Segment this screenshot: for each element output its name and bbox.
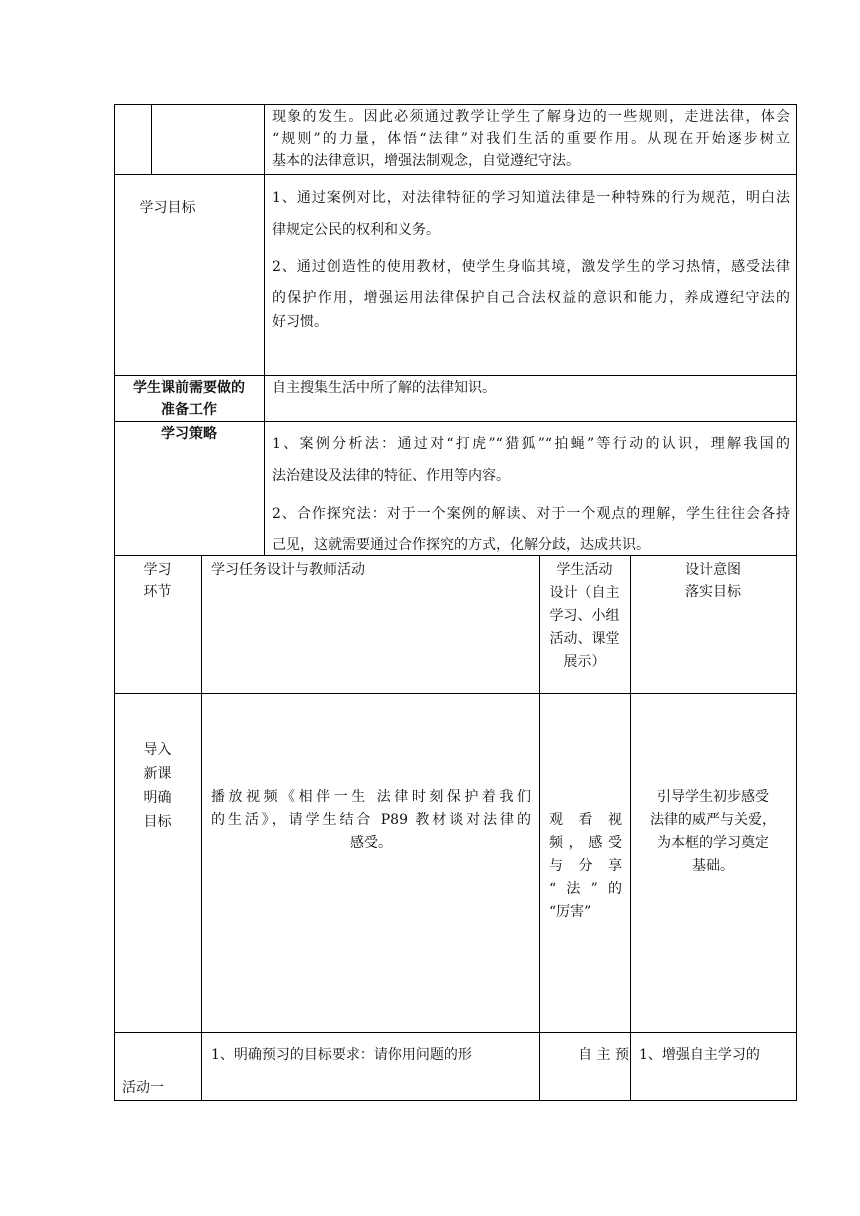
rule xyxy=(114,1100,797,1101)
intro-student-line: 频，感受 xyxy=(549,835,622,851)
intro-student-line: “厉害” xyxy=(549,904,592,920)
rule xyxy=(630,555,631,1101)
header-stage-line: 学习 xyxy=(143,562,172,578)
strategy-label: 学习策略 xyxy=(161,426,217,442)
rule xyxy=(796,104,797,1101)
rule xyxy=(114,693,797,694)
activity1-student: 自 主 预 xyxy=(578,1047,629,1063)
header-student-line: 活动、课堂 xyxy=(549,631,620,647)
header-teacher-activity: 学习任务设计与教师活动 xyxy=(211,562,365,578)
intro-teacher-line: 感受。 xyxy=(350,835,392,851)
strategy-line: 法治建设及法律的特征、作用等内容。 xyxy=(272,468,510,484)
header-intent-line: 落实目标 xyxy=(685,584,741,600)
preparation-label-line: 准备工作 xyxy=(161,402,217,418)
intro-stage-line: 明确 xyxy=(143,790,172,806)
activity1-teacher: 1、明确预习的目标要求：请你用问题的形 xyxy=(211,1047,472,1063)
objective-line: 的保护作用，增强运用法律保护自己合法权益的意识和能力，养成遵纪守法的 xyxy=(272,290,790,306)
activity1-intent: 1、增强自主学习的 xyxy=(639,1047,760,1063)
strategy-line: 1、案例分析法：通过对“打虎”“猎狐”“拍蝇”等行动的认识，理解我国的 xyxy=(272,436,790,452)
objective-line: 1、通过案例对比，对法律特征的学习知道法律是一种特殊的行为规范，明白法 xyxy=(272,190,790,206)
intro-intent-line: 为本框的学习奠定 xyxy=(657,835,769,851)
intro-stage-line: 新课 xyxy=(143,766,172,782)
header-student-line: 展示） xyxy=(563,654,606,670)
strategy-line: 2、合作探究法：对于一个案例的解读、对于一个观点的理解，学生往往会各持 xyxy=(272,506,790,522)
intro-intent-line: 基础。 xyxy=(692,858,734,874)
intro-student-line: “法”的 xyxy=(549,881,622,897)
intro-teacher-line: 的生活》，请学生结合 P89 教材谈对法律的 xyxy=(211,812,531,828)
preparation-label-line: 学生课前需要做的 xyxy=(133,380,245,396)
intro-intent-line: 法律的威严与关爱， xyxy=(650,812,776,828)
objective-line: 律规定公民的权利和义务。 xyxy=(272,222,440,238)
intro-teacher-line: 播放视频《相伴一生 法律时刻保护着我们 xyxy=(211,789,531,805)
header-student-line: 学生活动 xyxy=(556,562,613,578)
rule xyxy=(151,104,152,174)
objectives-label: 学习目标 xyxy=(139,200,196,216)
header-student-line: 设计（自主 xyxy=(549,585,620,601)
intro-stage-line: 导入 xyxy=(143,742,172,758)
header-intent-line: 设计意图 xyxy=(685,562,741,578)
rule xyxy=(114,1032,797,1033)
header-stage-line: 环节 xyxy=(143,584,172,600)
intro-student-line: 与 分 享 xyxy=(549,858,622,874)
objective-line: 好习惯。 xyxy=(272,314,328,330)
intro-line: 现象的发生。因此必须通过教学让学生了解身边的一些规则，走进法律，体会 xyxy=(272,109,790,125)
rule xyxy=(201,555,202,1101)
intro-intent-line: 引导学生初步感受 xyxy=(657,789,769,805)
intro-stage-line: 目标 xyxy=(143,814,172,830)
intro-line: “规则”的力量，体悟“法律”对我们生活的重要作用。从现在开始逐步树立 xyxy=(272,131,790,147)
preparation-content: 自主搜集生活中所了解的法律知识。 xyxy=(272,380,496,396)
strategy-line: 己见，这就需要通过合作探究的方式，化解分歧，达成共识。 xyxy=(272,537,650,553)
intro-student-line: 观 看 视 xyxy=(549,812,622,828)
header-student-line: 学习、小组 xyxy=(549,608,620,624)
objective-line: 2、通过创造性的使用教材，使学生身临其境，激发学生的学习热情，感受法律 xyxy=(272,259,790,275)
activity1-stage: 活动一 xyxy=(122,1080,164,1096)
intro-line: 基本的法律意识，增强法制观念，自觉遵纪守法。 xyxy=(272,153,580,169)
rule xyxy=(264,104,265,555)
